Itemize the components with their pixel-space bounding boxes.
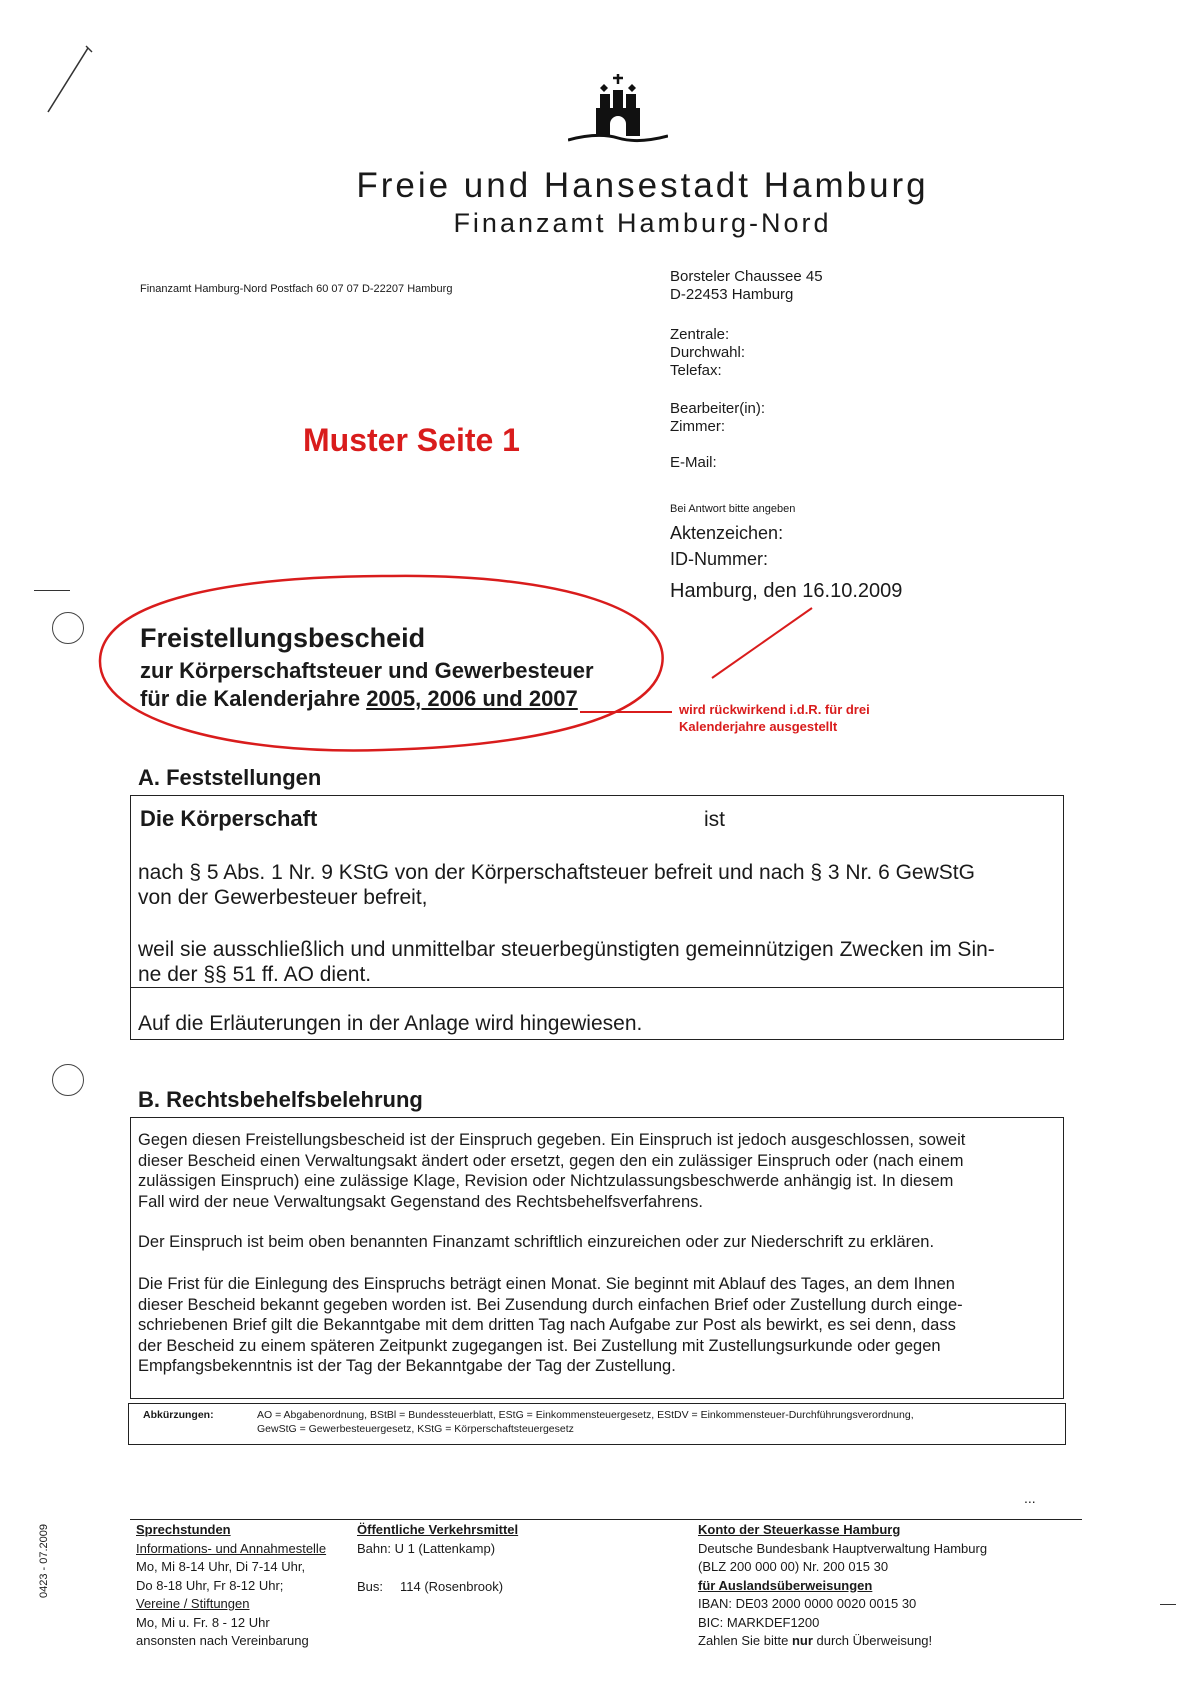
authority-title: Freie und Hansestadt Hamburg <box>356 166 929 205</box>
transport-train: Bahn: U 1 (Lattenkamp) <box>357 1540 496 1556</box>
rb-p1-line: dieser Bescheid einen Verwaltungsakt ändert oder ersetzt, gegen den ein zulässiger Einspruch oder (nach einem <box>138 1151 964 1170</box>
id-nummer-label: ID-Nummer: <box>670 549 768 569</box>
section-a-heading: A. Feststellungen <box>138 765 322 790</box>
annotation-line-2: Kalenderjahre ausgestellt <box>679 719 838 734</box>
rechtsbehelf-paragraph-1 <box>138 1130 965 1212</box>
payment-note <box>698 1632 987 1651</box>
office-hours-line: Do 8-18 Uhr, Fr 8-12 Uhr; <box>136 1577 284 1593</box>
annotation-note <box>679 701 870 735</box>
exemption-line-1: nach § 5 Abs. 1 Nr. 9 KStG von der Körperschaftsteuer befreit und nach § 3 Nr. 6 GewStG <box>138 861 975 884</box>
bescheid-title: Freistellungsbescheid <box>140 623 426 653</box>
rb-p3-line: der Bescheid zu einem späteren Zeitpunkt zugegangen ist. Bei Zustellung mit Zustellungsurkunde oder gegen <box>138 1336 941 1355</box>
fold-mark <box>34 590 70 591</box>
email-label: E-Mail: <box>670 454 717 471</box>
pen-stroke-mark <box>40 40 100 120</box>
punch-hole-top <box>52 612 84 644</box>
fold-mark-right <box>1160 1604 1176 1605</box>
reason-line-2: ne der §§ 51 ff. AO dient. <box>138 963 372 986</box>
bescheid-years-prefix: für die Kalenderjahre <box>140 686 367 711</box>
bescheid-years: 2005, 2006 und 2007 <box>366 686 578 711</box>
reply-hint: Bei Antwort bitte angeben <box>670 503 796 515</box>
footer-bank-account <box>698 1521 987 1651</box>
office-street: Borsteler Chaussee 45 <box>670 268 823 285</box>
section-a-divider <box>130 987 1064 988</box>
muster-stamp: Muster Seite 1 <box>303 422 520 458</box>
abbreviations-label: Abkürzungen: <box>143 1409 214 1421</box>
annex-hint: Auf die Erläuterungen in der Anlage wird hingewiesen. <box>138 1012 643 1035</box>
rb-p3-line: dieser Bescheid bekannt gegeben worden ist. Bei Zusendung durch einfachen Brief oder Zustellung durch einge- <box>138 1295 963 1314</box>
date-line: Hamburg, den 16.10.2009 <box>670 580 903 602</box>
foreign-transfer-heading: für Auslandsüberweisungen <box>698 1577 873 1593</box>
rechtsbehelf-paragraph-3 <box>138 1274 963 1377</box>
ist-label: ist <box>704 808 725 831</box>
footer-transport <box>357 1521 518 1558</box>
section-b-heading: B. Rechtsbehelfsbelehrung <box>138 1087 423 1112</box>
aktenzeichen-label: Aktenzeichen: <box>670 523 784 543</box>
bescheid-years-line <box>140 686 578 712</box>
rechtsbehelf-paragraph-2: Der Einspruch ist beim oben benannten Finanzamt schriftlich einzureichen oder zur Niederschrift zu erklären. <box>138 1233 935 1251</box>
payment-note-b: nur <box>791 1633 813 1648</box>
sender-line: Finanzamt Hamburg-Nord Postfach 60 07 07 D-22207 Hamburg <box>140 283 453 295</box>
transport-bus: 114 (Rosenbrook) <box>400 1579 504 1594</box>
bank-heading: Konto der Steuerkasse Hamburg <box>698 1522 901 1537</box>
annotation-line-1: wird rückwirkend i.d.R. für drei <box>679 702 870 717</box>
footer-dots: ... <box>1024 1490 1036 1506</box>
office-hours-line: Mo, Mi u. Fr. 8 - 12 Uhr <box>136 1614 270 1630</box>
payment-note-a: Zahlen Sie bitte <box>698 1633 792 1648</box>
footer-office-hours <box>136 1521 326 1651</box>
office-hours-heading: Sprechstunden <box>136 1522 231 1537</box>
bank-account-number: (BLZ 200 000 00) Nr. 200 015 30 <box>698 1559 889 1574</box>
bic: BIC: MARKDEF1200 <box>698 1614 820 1630</box>
hamburg-coat-of-arms-icon <box>568 72 668 152</box>
associations-heading: Vereine / Stiftungen <box>136 1596 250 1611</box>
durchwahl-label: Durchwahl: <box>670 344 746 361</box>
rb-p3-line: schriebenen Brief gilt die Bekanntgabe mit dem dritten Tag nach Aufgabe zur Post als bewirkt, es sei denn, dass <box>138 1316 956 1334</box>
koerperschaft-label: Die Körperschaft <box>140 806 318 831</box>
bank-name: Deutsche Bundesbank Hauptverwaltung Hamburg <box>698 1540 988 1556</box>
iban: IBAN: DE03 2000 0000 0020 0015 30 <box>698 1596 917 1611</box>
bearbeiter-label: Bearbeiter(in): <box>670 400 766 417</box>
form-code: 0423 - 07.2009 <box>38 1523 50 1598</box>
transport-heading: Öffentliche Verkehrsmittel <box>357 1522 519 1537</box>
abbreviations-line-1: AO = Abgabenordnung, BStBl = Bundessteuerblatt, EStG = Einkommensteuergesetz, EStDV = Einkommensteuer-Durchführungsverordnung, <box>257 1409 914 1421</box>
payment-note-c: durch Überweisung! <box>812 1633 933 1648</box>
zentrale-label: Zentrale: <box>670 326 730 343</box>
rb-p1-line: zulässigen Einspruch) eine zulässige Klage, Revision oder Nichtzulassungsbeschwerde anhängig ist. In diesem <box>138 1172 954 1190</box>
abbreviations-line-2: GewStG = Gewerbesteuergesetz, KStG = Körperschaftsteuergesetz <box>257 1423 574 1435</box>
office-hours-line: Mo, Mi 8-14 Uhr, Di 7-14 Uhr, <box>136 1559 306 1574</box>
office-title: Finanzamt Hamburg-Nord <box>453 208 832 238</box>
rb-p1-line: Gegen diesen Freistellungsbescheid ist der Einspruch gegeben. Ein Einspruch ist jedoch ausgeschlossen, soweit <box>138 1131 966 1149</box>
exemption-line-2: von der Gewerbesteuer befreit, <box>138 886 428 909</box>
office-city: D-22453 Hamburg <box>670 286 794 303</box>
reason-line-1: weil sie ausschließlich und unmittelbar steuerbegünstigten gemeinnützigen Zwecken im Sin- <box>138 938 995 961</box>
zimmer-label: Zimmer: <box>670 418 725 435</box>
rb-p3-line: Die Frist für die Einlegung des Einspruchs beträgt einen Monat. Sie beginnt mit Ablauf des Tages, an dem Ihnen <box>138 1275 955 1293</box>
telefax-label: Telefax: <box>670 362 722 379</box>
transport-bus-label: Bus: <box>357 1579 384 1594</box>
office-hours-line: ansonsten nach Vereinbarung <box>136 1633 309 1648</box>
punch-hole-bottom <box>52 1064 84 1096</box>
rb-p1-line: Fall wird der neue Verwaltungsakt Gegenstand des Rechtsbehelfsverfahrens. <box>138 1192 703 1211</box>
rb-p3-line: Empfangsbekenntnis ist der Tag der Bekanntgabe der Tag der Zustellung. <box>138 1357 676 1375</box>
footer-divider <box>130 1519 1082 1520</box>
info-desk-heading: Informations- und Annahmestelle <box>136 1540 327 1556</box>
bescheid-subject: zur Körperschaftsteuer und Gewerbesteuer <box>140 658 594 683</box>
